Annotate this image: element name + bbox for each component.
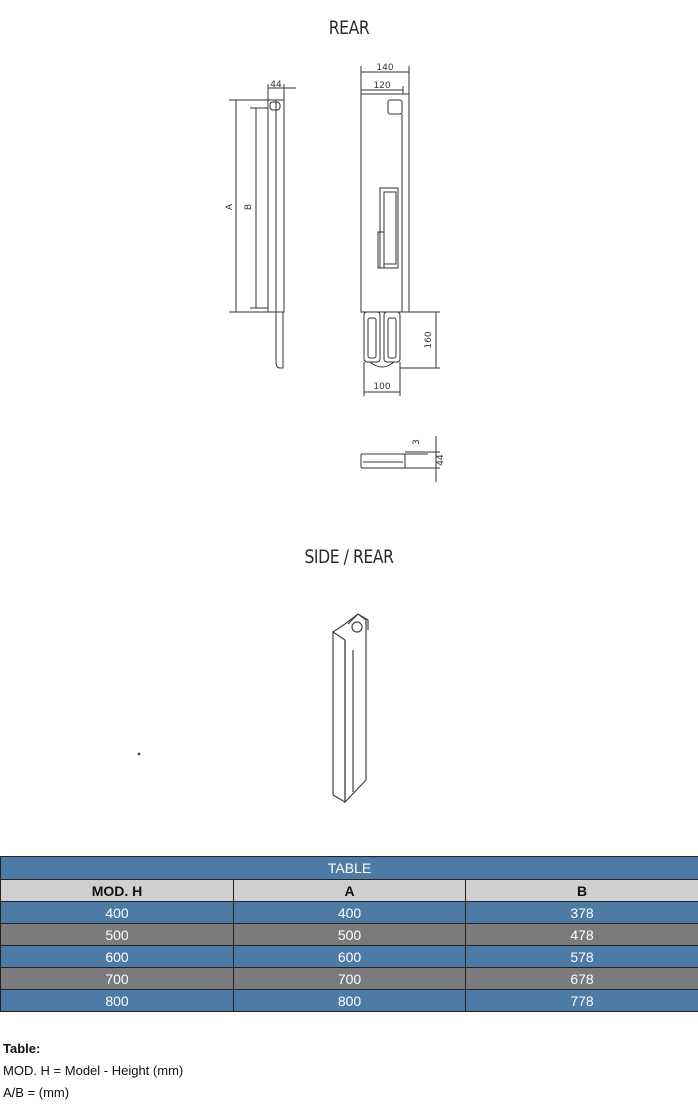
dim-120: 120 — [373, 81, 391, 91]
table-row — [1, 924, 698, 946]
dim-160: 160 — [424, 331, 434, 349]
table-row — [1, 946, 698, 968]
side-rear-heading: SIDE / REAR — [304, 546, 394, 568]
notes-line-model-height: MOD. H = Model - Height (mm) — [3, 1063, 184, 1078]
notes-title: Table: — [3, 1041, 41, 1056]
dim-140: 140 — [376, 63, 394, 73]
spec-table — [0, 856, 698, 1012]
cell-b: 678 — [466, 968, 698, 990]
isometric-drawing — [0, 580, 698, 840]
cell-b: 578 — [466, 946, 698, 968]
cell-b: 778 — [466, 990, 698, 1012]
dim-b: B — [244, 203, 254, 211]
column-header-b: B — [466, 880, 698, 902]
technical-drawing-rear — [0, 0, 698, 540]
dim-44-bottom: 44 — [436, 454, 446, 466]
column-header-mod-h: MOD. H — [1, 880, 234, 902]
cell-mod-h: 400 — [1, 902, 234, 924]
cell-a: 400 — [234, 902, 466, 924]
cell-mod-h: 800 — [1, 990, 234, 1012]
table-row — [1, 968, 698, 990]
rear-heading: REAR — [328, 17, 370, 39]
bottom-section-view — [361, 436, 440, 482]
cell-mod-h: 700 — [1, 968, 234, 990]
notes-line-units: A/B = (mm) — [3, 1085, 70, 1100]
dim-44-top: 44 — [270, 80, 282, 90]
dim-3: 3 — [412, 439, 422, 445]
cell-a: 700 — [234, 968, 466, 990]
table-notes — [3, 1038, 183, 1104]
table-row — [1, 990, 698, 1012]
cell-a: 800 — [234, 990, 466, 1012]
cell-b: 378 — [466, 902, 698, 924]
side-profile-view — [229, 84, 296, 368]
cell-mod-h: 500 — [1, 924, 234, 946]
table-title: TABLE — [1, 857, 698, 880]
dim-100: 100 — [373, 382, 391, 392]
cell-a: 500 — [234, 924, 466, 946]
cell-mod-h: 600 — [1, 946, 234, 968]
cell-b: 478 — [466, 924, 698, 946]
cell-a: 600 — [234, 946, 466, 968]
column-header-a: A — [234, 880, 466, 902]
dim-a: A — [225, 203, 235, 211]
table-row — [1, 902, 698, 924]
